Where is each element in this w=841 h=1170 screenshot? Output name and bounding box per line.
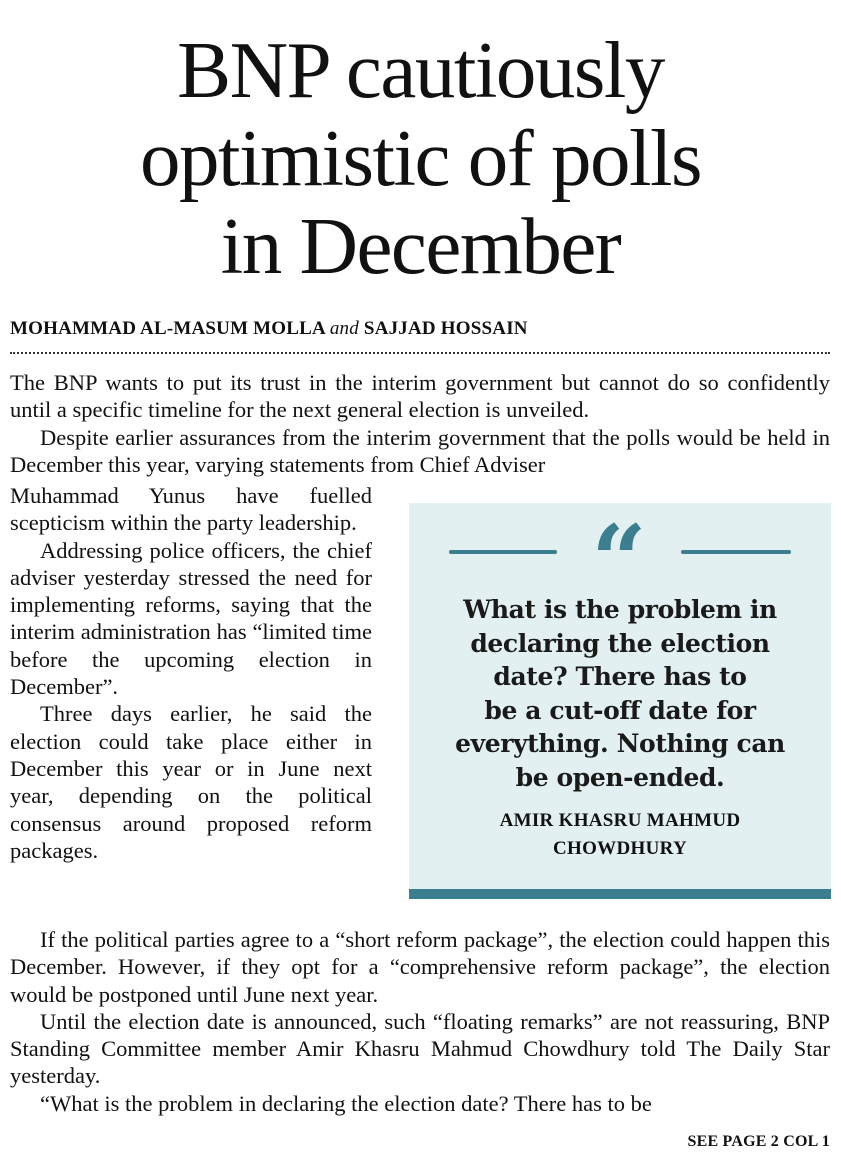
pull-quote-line: What is the problem in — [463, 595, 777, 624]
headline — [0, 26, 841, 290]
quote-mark-icon: “ — [591, 504, 647, 617]
continuation-jump[interactable]: SEE PAGE 2 COL 1 — [687, 1133, 830, 1150]
paragraph: Despite earlier assurances from the interim government that the polls would be held in December this year, varying statements from Chief Adviser — [10, 424, 830, 477]
pull-quote-attribution — [449, 807, 791, 863]
article-body-column — [10, 482, 372, 864]
byline-author: MOHAMMAD AL-MASUM MOLLA — [10, 318, 325, 339]
pull-quote-line: date? There has to — [493, 662, 747, 691]
dotted-divider — [10, 352, 830, 354]
paragraph: Until the election date is announced, such “floating remarks” are not reassuring, BNP Standing Committee member Amir Khasru Mahmud Chowdhury told The Daily Star yesterday. — [10, 1008, 830, 1089]
pull-quote-line: be a cut-off date for — [484, 695, 756, 725]
pull-quote-line: everything. Nothing can — [455, 729, 785, 758]
attribution-line: AMIR KHASRU MAHMUD — [499, 810, 741, 831]
paragraph: “What is the problem in declaring the election date? There has to be — [40, 1090, 652, 1116]
headline-line: BNP cautiously — [177, 25, 664, 115]
paragraph: Three days earlier, he said the election could take place either in December this year or in June next year, depending on the political consensus around proposed reform packages. — [10, 701, 372, 863]
pull-quote-box — [409, 503, 831, 899]
article-body-top — [10, 369, 830, 478]
article-body-bottom — [10, 926, 830, 1117]
byline — [10, 318, 830, 340]
pull-quote-line: be open-ended. — [515, 762, 725, 792]
byline-conjunction: and — [329, 318, 359, 339]
pull-quote-line: declaring the election — [470, 628, 770, 658]
paragraph: Muhammad Yunus have fuelled scepticism within the party leadership. — [10, 483, 372, 536]
quote-divider-right — [681, 550, 791, 554]
pull-quote-text — [429, 593, 811, 794]
quote-divider-left — [449, 550, 557, 554]
attribution-line: CHOWDHURY — [553, 838, 687, 859]
byline-author: SAJJAD HOSSAIN — [363, 318, 528, 339]
headline-line: optimistic of polls — [139, 113, 701, 203]
paragraph: Addressing police officers, the chief adviser yesterday stressed the need for implementing reforms, saying that the interim administration has “limited time before the upcoming election in December”. — [10, 537, 372, 700]
headline-line: in December — [220, 201, 621, 291]
paragraph: The BNP wants to put its trust in the interim government but cannot do so confidently until a specific timeline for the next general election is unveiled. — [10, 370, 830, 423]
paragraph: If the political parties agree to a “short reform package”, the election could happen this December. However, if they opt for a “comprehensive reform package”, the election would be postponed until June next year. — [10, 927, 830, 1007]
